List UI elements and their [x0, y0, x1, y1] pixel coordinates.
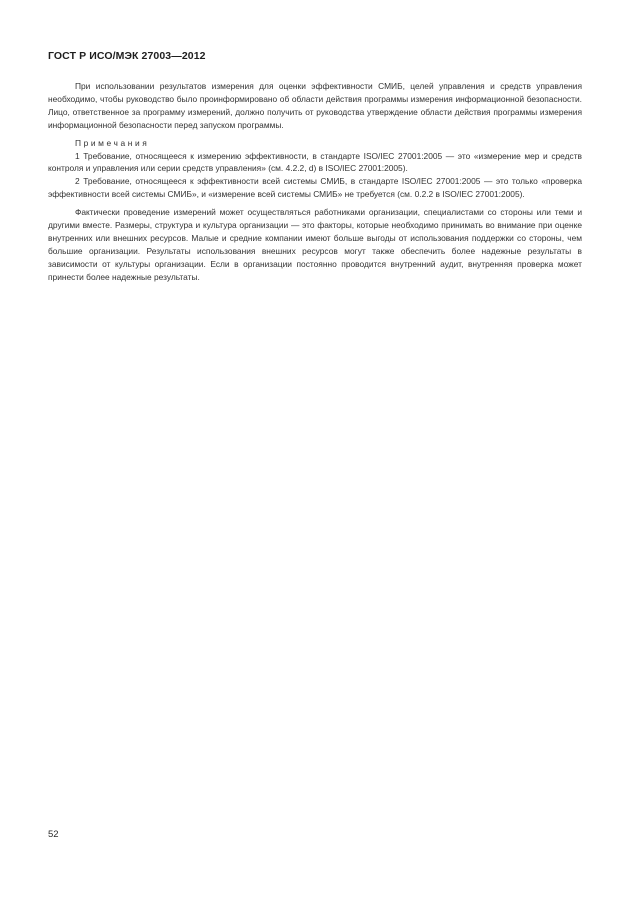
notes-heading: Примечания [75, 137, 150, 148]
page-number: 52 [48, 829, 59, 840]
paragraph-measurement-results: При использовании результатов измерения для оценки эффективности СМИБ, целей управления и средств управления необходимо, чтобы руководство было проинформировано об области действия программы измерения информационной безопасности. Лицо, ответственное за программу измерений, должно получить от руководства утверждение области действия программы измерения информационной безопасности перед запуском программы. [48, 81, 582, 130]
paragraph-measurement-staff: Фактически проведение измерений может осуществляться работниками организации, специалистами со стороны или теми и другими вместе. Размеры, структура и культура организации — это факторы, которые необходимо принимать во внимание при оценке внутренних или внешних ресурсов. Малые и средние компании имеют больше выгоды от использования поддержки со стороны, чем большие организации. Результаты использования внешних ресурсов могут также обеспечить более надежные результаты в зависимости от культуры организации. Если в организации постоянно проводится внутренний аудит, внутренняя проверка может принести более надежные результаты. [48, 207, 582, 282]
standard-title: ГОСТ Р ИСО/МЭК 27003—2012 [48, 50, 206, 62]
note-2: 2 Требование, относящееся к эффективности всей системы СМИБ, в стандарте ISO/IEC 27001:2005 — это только «проверка эффективности всей системы СМИБ», и «измерение всей системы СМИБ» не требуется (см. 0.2.2 в ISO/IEC 27001:2005). [48, 176, 582, 200]
note-1: 1 Требование, относящееся к измерению эффективности, в стандарте ISO/IEC 27001:2005 — это «измерение мер и средств контроля и управления или серии средств управления» (см. 4.2.2, d) в ISO/IEC 27001:2005). [48, 150, 582, 174]
page-body [48, 80, 582, 284]
document-header [48, 50, 206, 62]
